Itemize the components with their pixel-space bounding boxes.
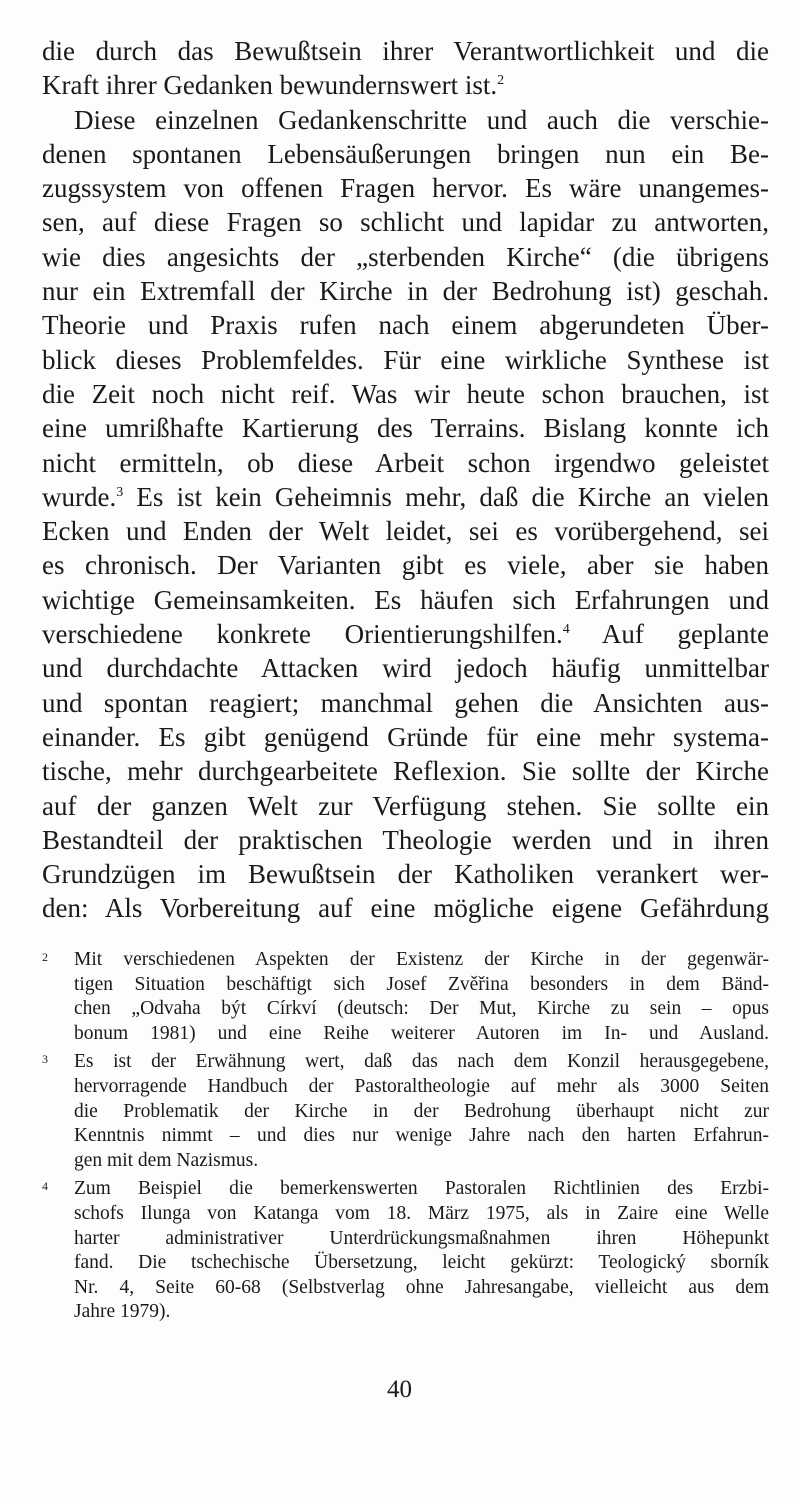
text-line: sen, auf diese Fragen so schlicht und lapidar zu antworten, — [42, 207, 769, 238]
text-line: Diese einzelnen Gedankenschritte und auch die verschie- — [74, 104, 769, 135]
footnote-line: gen mit dem Nazismus. — [74, 1149, 259, 1171]
text-line: blick dieses Problemfeldes. Für eine wirkliche Synthese ist — [42, 344, 769, 375]
footnote-line: die Problematik der Kirche in der Bedrohung überhaupt nicht zur — [74, 1100, 769, 1122]
footnote-line: bonum 1981) und eine Reihe weiterer Autoren im In- und Ausland. — [74, 1022, 769, 1044]
text-line: Kraft ihrer Gedanken bewundernswert ist.$^2$ — [42, 70, 505, 101]
text-line: tische, mehr durchgearbeitete Reflexion. Sie sollte der Kirche — [42, 756, 769, 787]
footnote-line: tigen Situation beschäftigt sich Josef Zvěřina besonders in dem Bänd- — [74, 973, 769, 995]
text-line: nicht ermitteln, ob diese Arbeit schon irgendwo geleistet — [42, 447, 769, 478]
footnote-line: chen „Odvaha být Církví (deutsch: Der Mut, Kirche zu sein – opus — [74, 998, 769, 1020]
footnote-ref[interactable]: 2 — [497, 73, 505, 89]
text-line: verschiedene konkrete Orientierungshilfen.$^4$ Auf geplante — [42, 619, 769, 650]
footnote-line: Mit verschiedenen Aspekten der Existenz der Kirche in der gegenwär- — [74, 949, 769, 970]
text-line: Grundzügen im Bewußtsein der Katholiken verankert wer- — [42, 859, 769, 890]
text-line: und spontan reagiert; manchmal gehen die Ansichten aus- — [42, 687, 769, 718]
text-line: eine umrißhafte Kartierung des Terrains. Bislang konnte ich — [42, 413, 769, 444]
footnote-line: Es ist der Erwähnung wert, daß das nach dem Konzil herausgegebene, — [74, 1051, 769, 1073]
footnote-line: Zum Beispiel die bemerkenswerten Pastoralen Richtlinien des Erzbi- — [74, 1178, 769, 1200]
page-number: 40 — [387, 1376, 412, 1403]
text-line: denen spontanen Lebensäußerungen bringen nun ein Be- — [42, 138, 769, 169]
footnote-line: hervorragende Handbuch der Pastoraltheologie auf mehr als 3000 Seiten — [74, 1075, 769, 1097]
footnote-line: schofs Ilunga von Katanga vom 18. März 1975, als in Zaire eine Welle — [74, 1202, 769, 1224]
footnote-line: harter administrativer Unterdrückungsmaßnahmen ihren Höhepunkt — [74, 1227, 769, 1249]
text-line: wie dies angesichts der „sterbenden Kirche“ (die übrigens — [42, 241, 769, 272]
footnote-number: 4 — [42, 1179, 48, 1194]
footnote-line: fand. Die tschechische Übersetzung, leicht gekürzt: Teologický sborník — [74, 1252, 769, 1274]
text-line: Ecken und Enden der Welt leidet, sei es vorübergehend, sei — [42, 516, 769, 547]
text-line: nur ein Extremfall der Kirche in der Bedrohung ist) geschah. — [42, 276, 769, 307]
footnote-number: 2 — [42, 950, 48, 964]
main-text — [42, 34, 769, 926]
footnote-ref[interactable]: 4 — [562, 622, 570, 638]
text-line: es chronisch. Der Varianten gibt es viele, aber sie haben — [42, 550, 769, 581]
text-line: die Zeit noch nicht reif. Was wir heute schon brauchen, ist — [42, 378, 769, 409]
text-line: die durch das Bewußtsein ihrer Verantwortlichkeit und die — [42, 36, 769, 66]
text-line: den: Als Vorbereitung auf eine mögliche eigene Gefährdung — [42, 893, 769, 924]
text-line: wurde.$^3$ Es ist kein Geheimnis mehr, daß die Kirche an vielen — [42, 481, 769, 512]
text-line: Bestandteil der praktischen Theologie werden und in ihren — [42, 824, 769, 855]
footnote-4 — [42, 1177, 769, 1325]
text-line: zugssystem von offenen Fragen hervor. Es wäre unangemes- — [42, 173, 769, 204]
footnote-2 — [42, 948, 769, 1046]
footnote-line: Kenntnis nimmt – und dies nur wenige Jahre nach den harten Erfahrun- — [74, 1125, 769, 1147]
footnote-line: Nr. 4, Seite 60-68 (Selbstverlag ohne Jahresangabe, vielleicht aus dem — [74, 1276, 769, 1298]
footnote-number: 3 — [42, 1052, 48, 1067]
text-line: einander. Es gibt genügend Gründe für eine mehr systema- — [42, 721, 769, 752]
footnote-ref[interactable]: 3 — [116, 484, 124, 500]
text-line: Theorie und Praxis rufen nach einem abgerundeten Über- — [42, 310, 769, 341]
footnote-3 — [42, 1050, 769, 1173]
footnote-line: Jahre 1979). — [74, 1301, 171, 1323]
text-line: wichtige Gemeinsamkeiten. Es häufen sich Erfahrungen und — [42, 584, 769, 615]
text-line: auf der ganzen Welt zur Verfügung stehen. Sie sollte ein — [42, 790, 769, 821]
footnotes — [42, 948, 769, 1329]
text-line: und durchdachte Attacken wird jedoch häufig unmittelbar — [42, 653, 769, 684]
